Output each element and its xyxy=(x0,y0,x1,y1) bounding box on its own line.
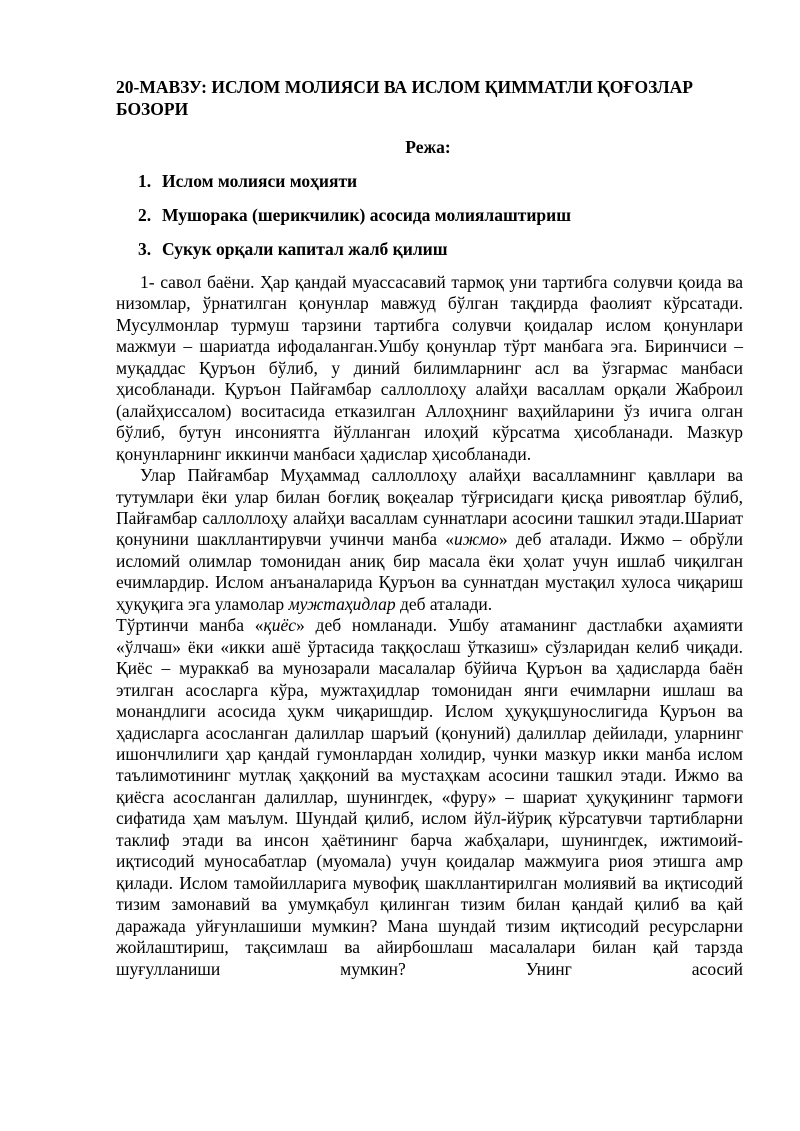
paragraph-text: » деб номланади. Ушбу атаманинг дастлабки аҳамияти «ўлчаш» ёки «икки ашё ўртасида таққослаш ўтказиш» сўзларидан келиб чиқади. Қиёс – мураккаб ва мунозарали масалалар бўйича Қуръон ва ҳадисларда баён этилган асосларга кўра, мужтаҳидлар томонидан янги ечимларни ишлаш ва монандлиги асосида ҳукм чиқаришдир. Ислом ҳуқуқшунослигида Қуръон ва ҳадисларга асосланган далиллар шаръий (қонуний) далиллар дейилади, уларнинг ишончлилиги ҳар қандай гумонлардан холидир, чунки мазкур икки манба ислом таълимотининг мутлақ ҳаққоний ва мустаҳкам асосини ташкил этади. Ижмо ва қиёсга асосланган далиллар, шунингдек, «фуру» – шариат ҳуқуқининг тармоғи сифатида ҳам маълум. Шундай қилиб, ислом йўл-йўриқ кўрсатувчи тартибларни таклиф этади ва инсон ҳаётининг барча жабҳалари, шунингдек, ижтимоий-иқтисодий муносабатлар (муомала) учун қоидалар мажмуига риоя этишга амр қилади. Ислом тамойилларига мувофиқ шакллантирилган молиявий ва иқтисодий тизим замонавий ва умумқабул қилинган тизим билан қандай қилиб ва қай даражада уйғунлашиши мумкин? Мана шундай тизим иқтисодий ресурсларни жойлаштириш, тақсимлаш ва айирбошлаш масалалари билан қай тарзда шуғулланиши мумкин? Унинг асосий xyxy=(116,615,744,979)
document-title: 20-МАВЗУ: ИСЛОМ МОЛИЯСИ ВА ИСЛОМ ҚИММАТЛИ ҚОҒОЗЛАР БОЗОРИ xyxy=(116,77,693,119)
body-text xyxy=(116,272,743,980)
plan-item-number: 3. xyxy=(138,239,152,259)
plan-item xyxy=(138,238,448,260)
plan-item-text: Мушорака (шерикчилик) асосида молиялаштириш xyxy=(162,205,571,225)
paragraph: 1- савол баёни. Ҳар қандай муассасавий тармоқ уни тартибга солувчи қоида ва низомлар, ўрнатилган қонунлар мавжуд бўлган тақдирда фаолият кўрсатади. Мусулмонлар турмуш тарзини тартибга солувчи қоидалар ислом қонунлари мажмуи – шариатда ифодаланган.Ушбу қонунлар тўрт манбага эга. Биринчиси – муқаддас Қуръон бўлиб, у диний билимларнинг асл ва ўзгармас манбаси ҳисобланади. Қуръон Пайғамбар саллоллоҳу алайҳи васаллам орқали Жаброил (алайҳиссалом) воситасида етказилган Аллоҳнинг ваҳийларини ўз ичига олган бўлиб, бутун инсониятга йўлланган илоҳий кўрсатма ҳисобланади. Мазкур қонунларнинг иккинчи манбаси ҳадислар ҳисобланади. xyxy=(116,272,743,464)
italic-term: ижмо xyxy=(453,529,499,550)
paragraph-text: » деб аталади. Ижмо – обрўли исломий олимлар томонидан аниқ бир масала ёки ҳолат учун ишлаб чиқилган ечимлардир. Ислом анъаналарида Қуръон ва суннатдан мустақил хулоса чиқариш ҳуқуқига эга уламолар xyxy=(116,529,743,614)
paragraph-text: Улар Пайғамбар Муҳаммад саллоллоҳу алайҳи васалламнинг қавллари ва тутумлари ёки улар билан боғлиқ воқеалар тўғрисидаги қисқа ривоятлар бўлиб, Пайғамбар саллоллоҳу алайҳи васаллам суннатлари асосини ташкил этади.Шариат қонунини шакллантирувчи учинчи манба « xyxy=(116,465,743,550)
plan-item-text: Сукук орқали капитал жалб қилиш xyxy=(162,239,448,259)
plan-item-text: Ислом молияси моҳияти xyxy=(162,171,358,191)
paragraph-text: Тўртинчи манба « xyxy=(116,615,264,636)
italic-term: қиёс xyxy=(263,615,297,636)
paragraph-text: деб аталади. xyxy=(395,593,493,614)
paragraph xyxy=(116,615,743,980)
plan-item-number: 1. xyxy=(138,171,152,191)
plan-item xyxy=(138,170,357,192)
plan-item-number: 2. xyxy=(138,205,152,225)
paragraph xyxy=(116,465,743,615)
italic-term: мужтаҳидлар xyxy=(288,593,396,614)
plan-heading: Режа: xyxy=(405,137,451,157)
plan-item xyxy=(138,204,571,226)
